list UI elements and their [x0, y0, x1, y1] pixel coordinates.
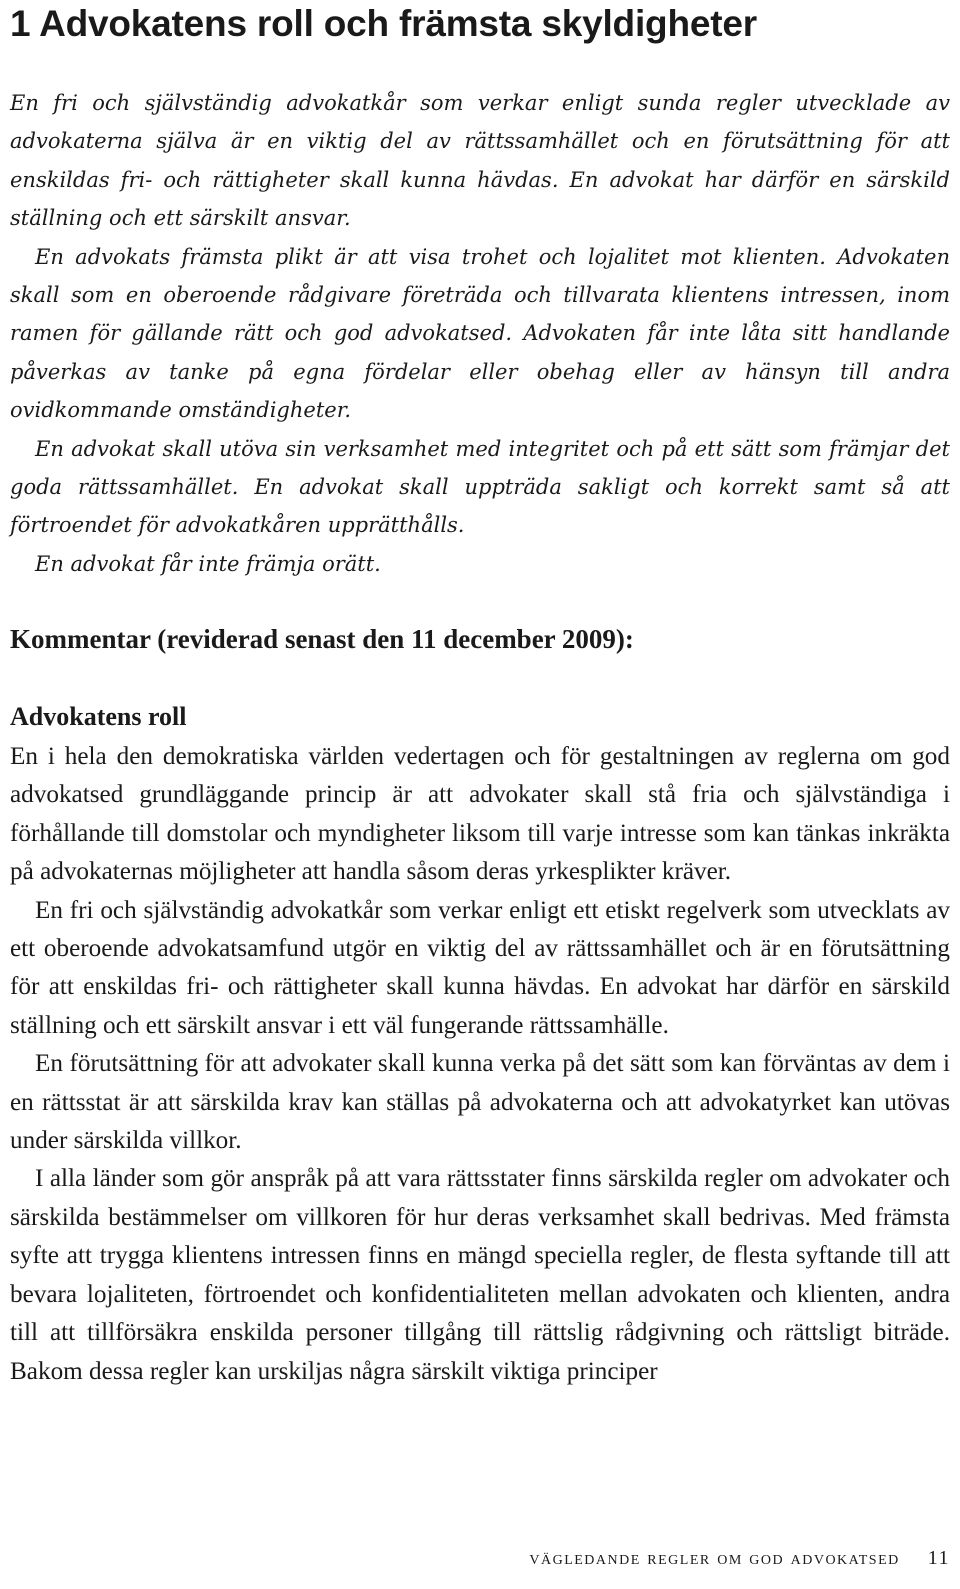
commentary-body — [10, 738, 950, 1391]
rules-paragraph: En advokat skall utöva sin verksamhet med integritet och på ett sätt som främjar det goda rättssamhället. En advokat skall uppträda sakligt och korrekt samt så att förtroendet för advokatkåren upprätthålls. — [10, 436, 950, 538]
section-heading: Advokatens roll — [10, 702, 187, 731]
page-footer — [529, 1545, 950, 1571]
chapter-title: 1 Advokatens roll och främsta skyldigheter — [10, 3, 757, 44]
running-title: vägledande regler om god advokatsed — [529, 1547, 900, 1569]
rules-paragraph: En fri och självständig advokatkår som verkar enligt sunda regler utvecklade av advokaterna själva är en viktig del av rättssamhället och en förutsättning för att enskildas fri- och rättigheter skall kunna hävdas. En advokat har därför en särskild ställning och ett särskilt ansvar. — [10, 91, 950, 231]
page-number: 11 — [927, 1547, 950, 1569]
commentary-heading: Kommentar (reviderad senast den 11 december 2009): — [10, 624, 634, 654]
document-page — [10, 0, 950, 1385]
body-paragraph: En fri och självständig advokatkår som verkar enligt ett etiskt regelverk som utvecklats av ett oberoende advokatsamfund utgör en viktig del av rättssamhället och är en förutsättning för att enskildas fri- och rättigheter skall kunna hävdas. En advokat har därför en särskild ställning och ett särskilt ansvar i ett väl fungerande rättssamhälle. — [10, 896, 950, 1039]
body-paragraph: I alla länder som gör anspråk på att vara rättsstater finns särskilda regler om advokater och särskilda bestämmelser om villkoren för hur deras verksamhet skall bedrivas. Med främsta syfte att trygga klientens intressen finns en mängd speciella regler, de flesta syftande till att bevara lojaliteten, förtroendet och konfidentialiteten mellan advokaten och klienten, andra till att tillförsäkra enskilda personer tillgång till rättslig rådgivning och rättsligt biträde. Bakom dessa regler kan urskiljas några särskilt viktiga principer — [10, 1165, 950, 1385]
rules-text — [10, 84, 950, 583]
rules-paragraph: En advokat får inte främja orätt. — [35, 551, 381, 576]
body-paragraph: En förutsättning för att advokater skall kunna verka på det sätt som kan förväntas av dem i en rättsstat är att särskilda krav kan ställas på advokaterna och att advokatyrket kan utövas under särskilda villkor. — [10, 1050, 950, 1155]
rules-paragraph: En advokats främsta plikt är att visa trohet och lojalitet mot klienten. Advokaten skall som en oberoende rådgivare företräda och tillvarata klientens intressen, inom ramen för gällande rätt och god advokatsed. Advokaten får inte låta sitt handlande påverkas av tanke på egna fördelar eller obehag eller av hänsyn till andra ovidkommande omständigheter. — [10, 244, 950, 423]
body-paragraph: En i hela den demokratiska världen vedertagen och för gestaltningen av reglerna om god advokatsed grundläggande princip är att advokater skall stå fria och självständiga i förhållande till domstolar och myndigheter liksom till varje intresse som kan tänkas inkräkta på advokaternas möjligheter att handla såsom deras yrkesplikter kräver. — [10, 743, 950, 886]
